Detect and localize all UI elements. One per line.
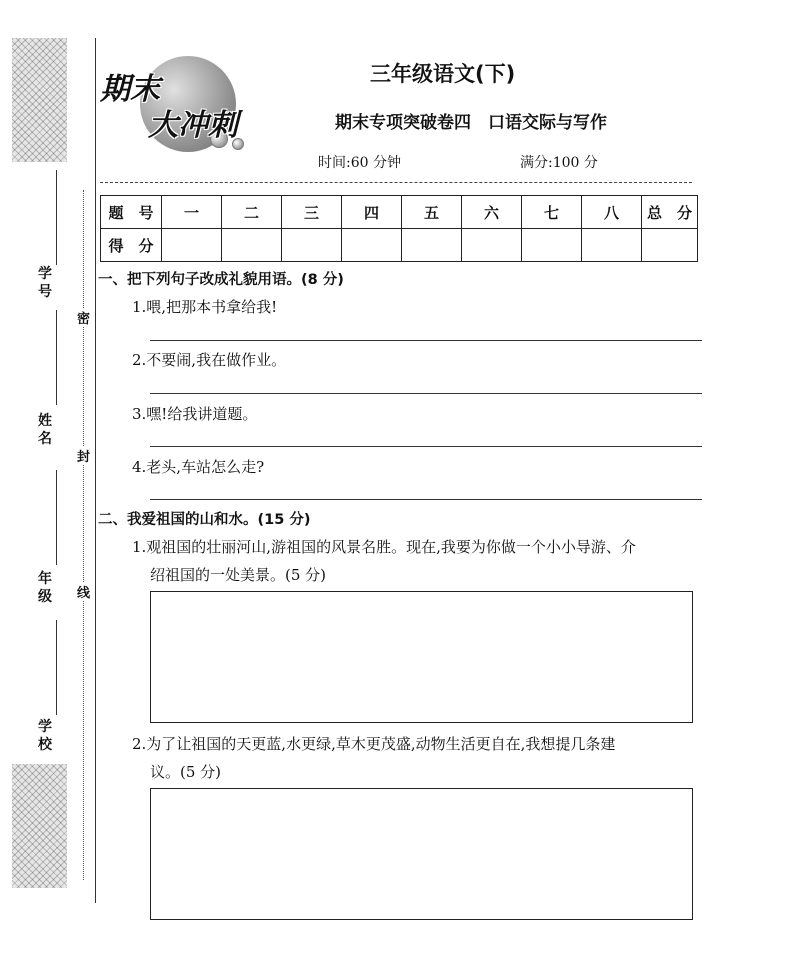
binding-pattern-bottom: [12, 764, 67, 888]
score-cell[interactable]: [462, 229, 522, 262]
score-table: [100, 195, 698, 262]
section-1-title: 一、把下列句子改成礼貌用语。(8 分): [98, 272, 344, 288]
page-title: 三年级语文(下): [370, 62, 516, 86]
logo-text-bottom: 大冲刺: [148, 108, 238, 143]
score-cell[interactable]: [222, 229, 282, 262]
question-1-4: 4.老头,车站怎么走?: [132, 458, 265, 476]
header-divider: [100, 182, 692, 183]
name-line[interactable]: [56, 310, 57, 405]
student-id-label: 学号: [38, 266, 52, 300]
score-table-col: 五: [402, 196, 462, 229]
score-table-col-total: 总 分: [642, 196, 698, 229]
score-table-col: 三: [282, 196, 342, 229]
answer-box-2-2[interactable]: [150, 788, 693, 920]
score-table-header-label: 题 号: [101, 196, 162, 229]
score-cell[interactable]: [342, 229, 402, 262]
question-1-3: 3.嘿!给我讲道题。: [132, 405, 258, 423]
score-table-col: 七: [522, 196, 582, 229]
page-subtitle: 期末专项突破卷四 口语交际与写作: [335, 113, 607, 133]
question-2-1-line2: 绍祖国的一处美景。(5 分): [150, 566, 327, 584]
score-cell[interactable]: [162, 229, 222, 262]
answer-line-1-2[interactable]: [150, 393, 702, 394]
score-cell[interactable]: [582, 229, 642, 262]
score-table-row-label: 得 分: [101, 229, 162, 262]
question-2-1-line1: 1.观祖国的壮丽河山,游祖国的风景名胜。现在,我要为你做一个小小导游、介: [132, 538, 636, 556]
grade-label: 年级: [38, 571, 52, 605]
score-cell-total[interactable]: [642, 229, 698, 262]
answer-box-2-1[interactable]: [150, 591, 693, 723]
question-1-1: 1.喂,把那本书拿给我!: [132, 298, 278, 316]
score-cell[interactable]: [522, 229, 582, 262]
binding-border-line: [95, 38, 96, 903]
answer-line-1-1[interactable]: [150, 340, 702, 341]
score-table-col: 六: [462, 196, 522, 229]
school-label: 学校: [38, 719, 52, 753]
grade-line[interactable]: [56, 470, 57, 565]
score-table-col: 一: [162, 196, 222, 229]
school-line[interactable]: [56, 620, 57, 715]
seal-char-mi: 密: [77, 308, 90, 327]
time-limit: 时间:60 分钟: [318, 155, 401, 171]
score-cell[interactable]: [402, 229, 462, 262]
score-table-col: 四: [342, 196, 402, 229]
question-1-2: 2.不要闹,我在做作业。: [132, 351, 287, 369]
name-label: 姓名: [38, 413, 52, 447]
answer-line-1-4[interactable]: [150, 499, 702, 500]
score-table-col: 八: [582, 196, 642, 229]
seal-char-xian: 线: [77, 582, 90, 601]
section-2-title: 二、我爱祖国的山和水。(15 分): [98, 512, 311, 528]
answer-line-1-3[interactable]: [150, 446, 702, 447]
seal-char-feng: 封: [77, 446, 90, 465]
logo-text-top: 期末: [100, 72, 160, 107]
score-table-col: 二: [222, 196, 282, 229]
question-2-2-line2: 议。(5 分): [150, 763, 222, 781]
full-score: 满分:100 分: [520, 155, 598, 171]
seal-dotted-line: [83, 190, 84, 880]
score-cell[interactable]: [282, 229, 342, 262]
question-2-2-line1: 2.为了让祖国的天更蓝,水更绿,草木更茂盛,动物生活更自在,我想提几条建: [132, 735, 616, 753]
student-id-line[interactable]: [56, 170, 57, 265]
binding-pattern-top: [12, 38, 67, 162]
